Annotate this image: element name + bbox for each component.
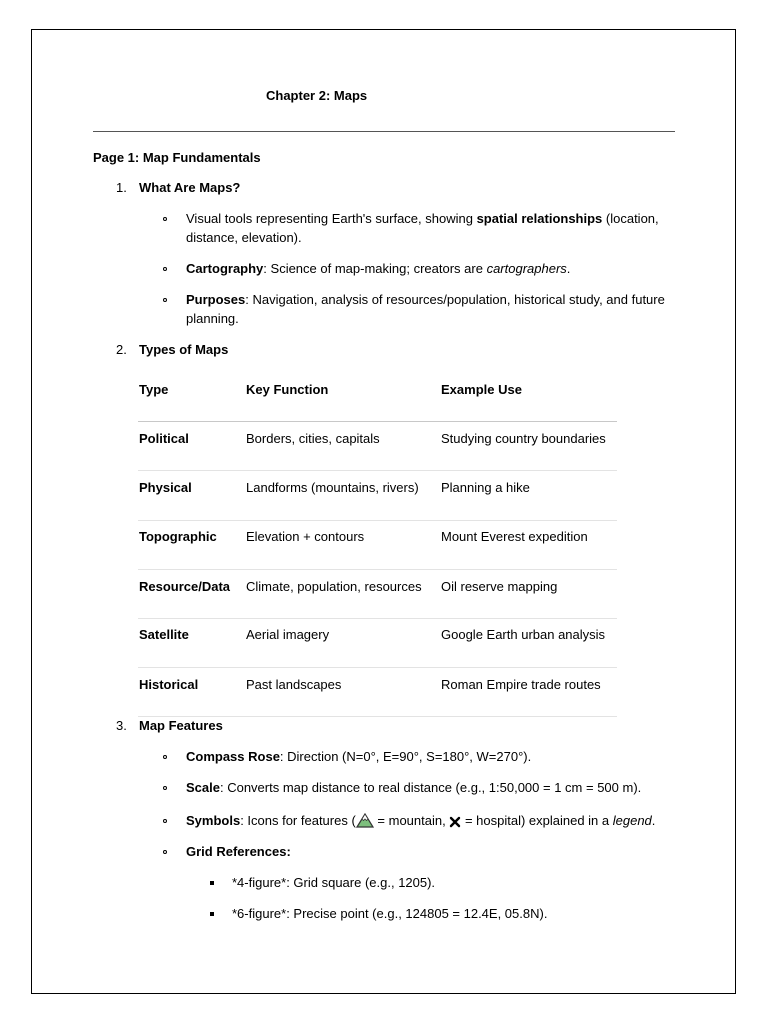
- list-item: [186, 211, 659, 227]
- bullet-circle: [163, 850, 167, 854]
- list-item: [186, 292, 665, 308]
- table-header: Key Function: [246, 382, 329, 397]
- table-cell: Oil reserve mapping: [441, 579, 558, 594]
- section-number: 3.: [116, 718, 127, 733]
- table-cell: Satellite: [139, 627, 189, 642]
- list-item: [186, 844, 291, 860]
- sub-list-item: *4-figure*: Grid square (e.g., 1205).: [232, 875, 436, 890]
- table-cell: Physical: [139, 480, 192, 495]
- bullet-italic: legend: [612, 813, 652, 828]
- bullet-circle: [163, 217, 167, 221]
- bullet-text: :: [286, 844, 291, 859]
- table-cell: Google Earth urban analysis: [441, 627, 606, 642]
- table-divider: [138, 520, 617, 521]
- table-header: Type: [139, 382, 169, 397]
- section-number: 1.: [116, 180, 127, 195]
- section-title: What Are Maps?: [139, 180, 241, 195]
- bullet-text: = mountain,: [373, 813, 450, 828]
- bullet-bold: Compass Rose: [186, 749, 280, 764]
- bullet-bold: Grid References: [186, 844, 287, 859]
- chapter-title: Chapter 2: Maps: [266, 88, 368, 103]
- bullet-text: : Navigation, analysis of resources/population, historical study, and future: [245, 292, 665, 307]
- bullet-square: [210, 881, 214, 885]
- section-title: Types of Maps: [139, 342, 229, 357]
- bullet-circle: [163, 267, 167, 271]
- bullet-text: : Direction (N=0°, E=90°, S=180°, W=270°).: [279, 749, 532, 764]
- bullet-bold: Scale: [186, 780, 220, 795]
- bullet-bold: Symbols: [186, 813, 241, 828]
- section-number: 2.: [116, 342, 127, 357]
- list-item: [186, 813, 655, 832]
- bullet-circle: [163, 786, 167, 790]
- mountain-icon: [356, 813, 374, 832]
- bullet-text: : Icons for features (: [240, 813, 356, 828]
- list-item: [186, 780, 641, 796]
- page-heading: Page 1: Map Fundamentals: [93, 150, 261, 165]
- page-border: [31, 29, 736, 994]
- table-divider: [138, 569, 617, 570]
- bullet-italic: cartographers: [486, 261, 567, 276]
- section-title: Map Features: [139, 718, 223, 733]
- table-cell: Aerial imagery: [246, 627, 330, 642]
- title-divider: [93, 131, 675, 132]
- table-divider: [138, 716, 617, 717]
- table-divider: [138, 470, 617, 471]
- bullet-text: .: [651, 813, 656, 828]
- table-cell: Landforms (mountains, rivers): [246, 480, 419, 495]
- bullet-bold: Cartography: [186, 261, 264, 276]
- bullet-bold: spatial relationships: [476, 211, 603, 226]
- table-cell: Historical: [139, 677, 199, 692]
- table-cell: Elevation + contours: [246, 529, 365, 544]
- list-item: [186, 261, 570, 277]
- bullet-circle: [163, 298, 167, 302]
- table-cell: Mount Everest expedition: [441, 529, 588, 544]
- cross-icon: [449, 816, 461, 832]
- bullet-text: : Converts map distance to real distance (e.g., 1:50,000 = 1 cm = 500 m).: [219, 780, 642, 795]
- table-header: Example Use: [441, 382, 522, 397]
- table-cell: Studying country boundaries: [441, 431, 606, 446]
- bullet-square: [210, 912, 214, 916]
- table-cell: Climate, population, resources: [246, 579, 422, 594]
- table-cell: Borders, cities, capitals: [246, 431, 380, 446]
- bullet-text: Visual tools representing Earth's surface, showing: [186, 211, 477, 226]
- table-cell: Resource/Data: [139, 579, 231, 594]
- bullet-text: : Science of map-making; creators are: [263, 261, 487, 276]
- table-divider: [138, 421, 617, 422]
- table-cell: Planning a hike: [441, 480, 530, 495]
- bullet-circle: [163, 819, 167, 823]
- bullet-continuation: planning.: [186, 311, 239, 326]
- table-cell: Political: [139, 431, 189, 446]
- table-cell: Past landscapes: [246, 677, 342, 692]
- table-divider: [138, 667, 617, 668]
- table-cell: Topographic: [139, 529, 217, 544]
- bullet-text: = hospital) explained in a: [461, 813, 613, 828]
- bullet-text: .: [566, 261, 571, 276]
- list-item: [186, 749, 531, 765]
- table-divider: [138, 618, 617, 619]
- table-cell: Roman Empire trade routes: [441, 677, 601, 692]
- sub-list-item: *6-figure*: Precise point (e.g., 124805 = 12.4E, 05.8N).: [232, 906, 548, 921]
- bullet-text: (location,: [602, 211, 659, 226]
- bullet-circle: [163, 755, 167, 759]
- bullet-bold: Purposes: [186, 292, 246, 307]
- bullet-continuation: distance, elevation).: [186, 230, 302, 245]
